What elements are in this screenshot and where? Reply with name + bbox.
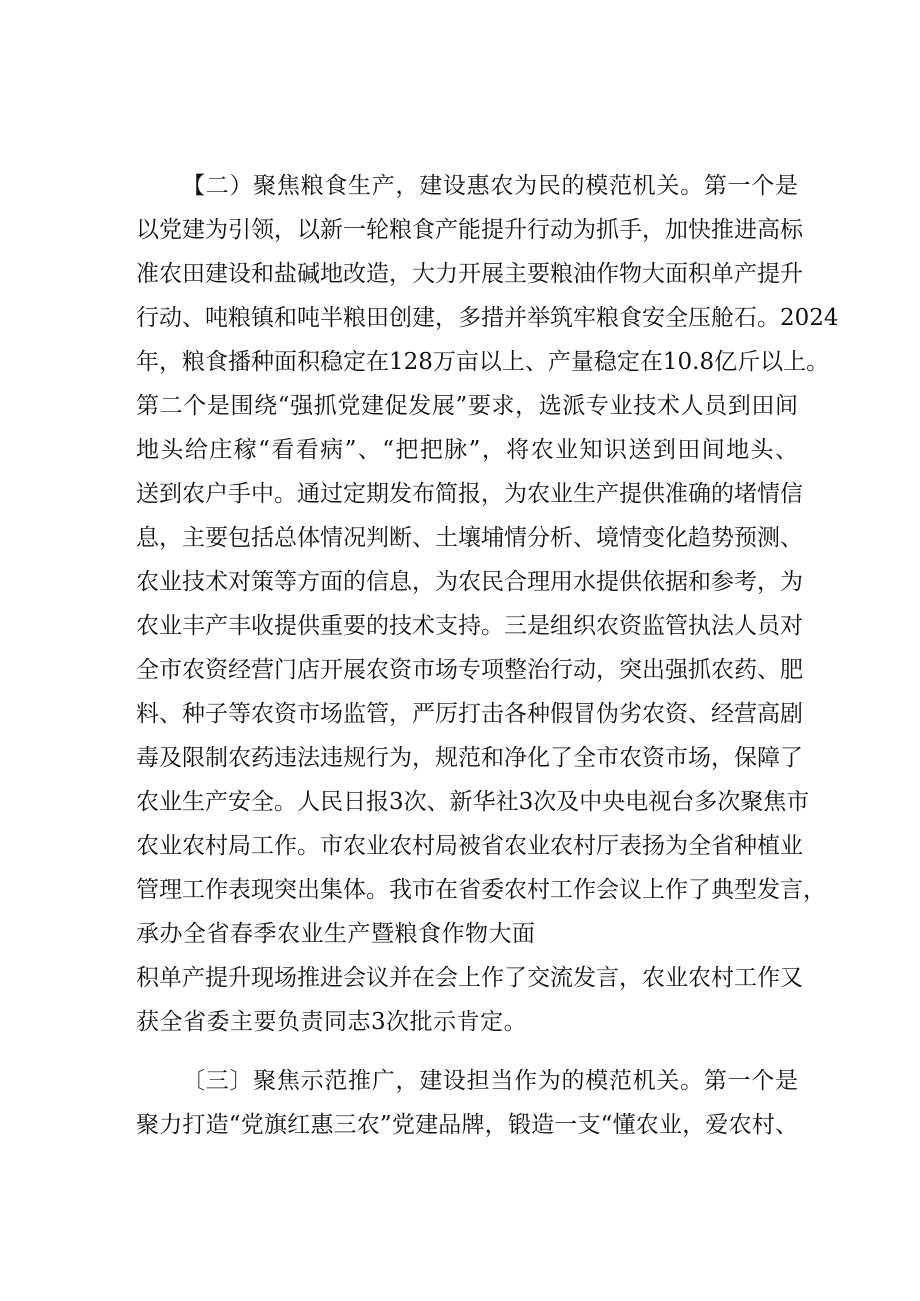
paragraph-line: 准农田建设和盐碱地改造，大力开展主要粮油作物大面积单产提升 (136, 261, 803, 287)
paragraph-line: 第二个是围绕“强抓党建促发展”要求，选派专业技术人员到田间 (136, 393, 798, 419)
paragraph-line: 管理工作表现突出集体。我市在省委农村工作会议上作了典型发言， (136, 877, 826, 903)
paragraph-line: 息，主要包括总体情况判断、土壤埔情分析、境情变化趋势预测、 (136, 525, 803, 551)
paragraph-line: 全市农资经营门店开展农资市场专项整治行动，突出强抓农药、肥 (136, 657, 803, 683)
paragraph-line: 获全省委主要负责同志3次批示肯定。 (136, 1009, 528, 1035)
paragraph-line: 送到农户手中。通过定期发布简报，为农业生产提供准确的堵情信 (136, 481, 803, 507)
paragraph-line: 农业丰产丰收提供重要的技术支持。三是组织农资监管执法人员对 (136, 613, 803, 639)
paragraph-line: 聚力打造“党旗红惠三农”党建品牌，锻造一支“懂农业，爱农村、 (136, 1112, 798, 1138)
section-two-heading-line: 【二）聚焦粮食生产，建设惠农为民的模范机关。第一个是 (182, 173, 798, 199)
paragraph-line: 毒及限制农药违法违规行为，规范和净化了全市农资市场，保障了 (136, 745, 803, 771)
paragraph-line: 农业农村局工作。市农业农村局被省农业农村厅表扬为全省种植业 (136, 833, 803, 859)
paragraph-line: 地头给庄稼“看看病”、“把把脉”，将农业知识送到田间地头、 (136, 437, 798, 463)
paragraph-line: 农业技术对策等方面的信息，为农民合理用水提供依据和参考，为 (136, 569, 803, 595)
paragraph-line: 料、种子等农资市场监管，严厉打击各种假冒伪劣农资、经营高剧 (136, 701, 803, 727)
section-three-heading-line: 〔三〕聚焦示范推广，建设担当作为的模范机关。第一个是 (182, 1068, 798, 1094)
paragraph-line: 年，粮食播种面积稳定在128万亩以上、产量稳定在10.8亿斤以上。 (136, 349, 830, 375)
paragraph-line: 行动、吨粮镇和吨半粮田创建，多措并举筑牢粮食安全压舱石。2024 (136, 305, 839, 331)
paragraph-line: 以党建为引领，以新一轮粮食产能提升行动为抓手，加快推进高标 (136, 217, 803, 243)
paragraph-line: 承办全省春季农业生产暨粮食作物大面 (136, 921, 536, 947)
paragraph-line: 积单产提升现场推进会议并在会上作了交流发言，农业农村工作又 (136, 965, 803, 991)
paragraph-line: 农业生产安全。人民日报3次、新华社3次及中央电视台多次聚焦市 (136, 789, 810, 815)
